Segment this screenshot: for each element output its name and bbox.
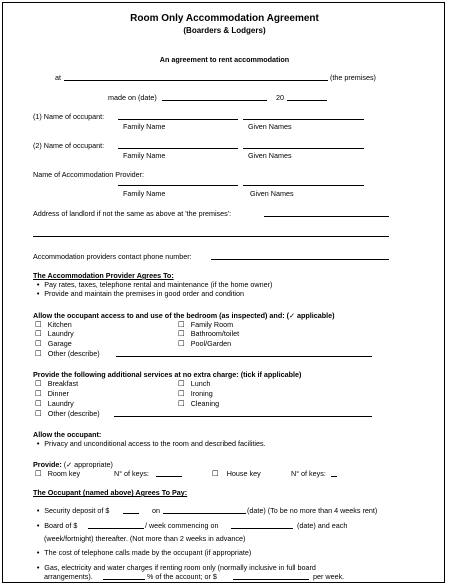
landlord-address-field-2[interactable] [33, 236, 389, 237]
checkbox-service-laundry[interactable]: ☐ Laundry [35, 399, 74, 408]
bullet-icon: • [36, 563, 41, 572]
intro-text: An agreement to rent accommodation [159, 55, 290, 64]
provider-given-field[interactable] [243, 185, 364, 186]
checkbox-pool[interactable]: ☐ Pool/Garden [178, 339, 232, 348]
deposit-note: (date) (To be no more than 4 weeks rent) [247, 506, 378, 515]
checkbox-icon[interactable]: ☐ [35, 339, 42, 348]
checkbox-icon[interactable]: ☐ [178, 329, 185, 338]
room-keys-count-label: N° of keys: [114, 469, 149, 478]
board-row: • Board of $ [36, 521, 78, 530]
document-title: Room Only Accommodation Agreement [130, 13, 319, 24]
checkbox-service-other[interactable]: ☐ Other (describe) [35, 409, 100, 418]
checkbox-house-key[interactable]: ☐ House key [212, 469, 261, 478]
checkbox-ironing[interactable]: ☐ Ironing [178, 389, 213, 398]
checkbox-icon[interactable]: ☐ [212, 469, 219, 478]
landlord-address-field[interactable] [264, 216, 389, 217]
occupant1-given-field[interactable] [243, 119, 364, 120]
deposit-row: • Security deposit of $ [36, 506, 110, 515]
provider-agrees-item: • Pay rates, taxes, telephone rental and maintenance (if the home owner) [36, 280, 273, 289]
checkbox-other[interactable]: ☐ Other (describe) [35, 349, 100, 358]
checkbox-room-key[interactable]: ☐ Room key [35, 469, 81, 478]
occupant-agrees-heading: The Occupant (named above) Agrees To Pay: [33, 488, 188, 497]
bullet-icon: • [36, 548, 41, 557]
checkbox-icon[interactable]: ☐ [178, 399, 185, 408]
utilities-row: • Gas, electricity and water charges if renting room only (normally inclusive in full board [36, 563, 316, 572]
premises-label: (the premises) [330, 73, 376, 82]
checkbox-family-room[interactable]: ☐ Family Room [178, 320, 234, 329]
year-label: 20 [276, 93, 284, 102]
deposit-on-label: on [152, 506, 160, 515]
checkbox-icon[interactable]: ☐ [178, 389, 185, 398]
provide-heading: Provide: (✓ appropriate) [33, 460, 113, 469]
checkbox-garage[interactable]: ☐ Garage [35, 339, 72, 348]
occupant1-family-label: Family Name [123, 122, 166, 131]
occupant1-label: (1) Name of occupant: [33, 112, 105, 121]
phone-field[interactable] [211, 259, 389, 260]
house-keys-count-label: N° of keys: [291, 469, 326, 478]
occupant2-family-label: Family Name [123, 151, 166, 160]
utilities-arrangements: arrangements). [44, 572, 93, 581]
checkbox-icon[interactable]: ☐ [35, 399, 42, 408]
board-date-field[interactable] [231, 528, 293, 529]
utilities-percent-label: % of the account; or $ [147, 572, 217, 581]
checkbox-icon[interactable]: ☐ [35, 349, 42, 358]
checkbox-dinner[interactable]: ☐ Dinner [35, 389, 69, 398]
provider-agrees-heading: The Accommodation Provider Agrees To: [33, 271, 174, 280]
deposit-amount-field[interactable] [123, 513, 139, 514]
house-keys-count-field[interactable] [331, 476, 337, 477]
checkbox-icon[interactable]: ☐ [35, 469, 42, 478]
checkbox-bathroom[interactable]: ☐ Bathroom/toilet [178, 329, 240, 338]
bullet-icon: • [36, 289, 41, 298]
bullet-icon: • [36, 521, 41, 530]
occupant2-given-field[interactable] [243, 148, 364, 149]
allow-occupant-heading: Allow the occupant: [33, 430, 102, 439]
checkbox-cleaning[interactable]: ☐ Cleaning [178, 399, 220, 408]
checkbox-icon[interactable]: ☐ [35, 379, 42, 388]
year-field[interactable] [287, 100, 327, 101]
utilities-percent-field[interactable] [103, 579, 145, 580]
access-other-field[interactable] [116, 356, 372, 357]
premises-field[interactable] [64, 80, 328, 81]
provider-family-label: Family Name [123, 189, 166, 198]
checkbox-laundry[interactable]: ☐ Laundry [35, 329, 74, 338]
occupant2-label: (2) Name of occupant: [33, 141, 105, 150]
made-on-label: made on (date) [108, 93, 157, 102]
landlord-label: Address of landlord if not the same as above at 'the premises': [33, 209, 232, 218]
provider-agrees-item: • Provide and maintain the premises in good order and condition [36, 289, 245, 298]
occupant1-given-label: Given Names [248, 122, 292, 131]
provider-label: Name of Accommodation Provider: [33, 170, 145, 179]
occupant2-given-label: Given Names [248, 151, 292, 160]
utilities-weekly-field[interactable] [233, 579, 309, 580]
checkbox-icon[interactable]: ☐ [178, 339, 185, 348]
board-commencing-label: / week commencing on [145, 521, 219, 530]
checkbox-icon[interactable]: ☐ [35, 320, 42, 329]
deposit-date-field[interactable] [163, 513, 246, 514]
provider-family-field[interactable] [118, 185, 238, 186]
document-subtitle: (Boarders & Lodgers) [183, 26, 266, 35]
checkbox-icon[interactable]: ☐ [178, 379, 185, 388]
services-heading: Provide the following additional services at no extra charge: (tick if applicable) [33, 370, 302, 379]
checkbox-breakfast[interactable]: ☐ Breakfast [35, 379, 79, 388]
checkbox-icon[interactable]: ☐ [35, 409, 42, 418]
bullet-icon: • [36, 506, 41, 515]
checkbox-lunch[interactable]: ☐ Lunch [178, 379, 211, 388]
board-each-label: (date) and each [297, 521, 348, 530]
at-label: at [55, 73, 61, 82]
room-keys-count-field[interactable] [156, 476, 182, 477]
bullet-icon: • [36, 439, 41, 448]
phone-label: Accommodation providers contact phone number: [33, 252, 192, 261]
provider-given-label: Given Names [250, 189, 294, 198]
checkbox-icon[interactable]: ☐ [35, 389, 42, 398]
board-amount-field[interactable] [88, 528, 144, 529]
checkbox-icon[interactable]: ☐ [35, 329, 42, 338]
bedroom-access-heading: Allow the occupant access to and use of the bedroom (as inspected) and: (✓ applicable) [33, 311, 335, 320]
checkbox-kitchen[interactable]: ☐ Kitchen [35, 320, 72, 329]
utilities-per-week-label: per week. [313, 572, 345, 581]
telephone-row: • The cost of telephone calls made by the occupant (if appropriate) [36, 548, 252, 557]
bullet-icon: • [36, 280, 41, 289]
date-field[interactable] [162, 100, 267, 101]
services-other-field[interactable] [114, 416, 372, 417]
occupant1-family-field[interactable] [118, 119, 238, 120]
board-frequency-note: (week/fortnight) thereafter. (Not more than 2 weeks in advance) [44, 534, 246, 543]
occupant2-family-field[interactable] [118, 148, 238, 149]
allow-occupant-item: • Privacy and unconditional access to the room and described facilities. [36, 439, 266, 448]
checkbox-icon[interactable]: ☐ [178, 320, 185, 329]
